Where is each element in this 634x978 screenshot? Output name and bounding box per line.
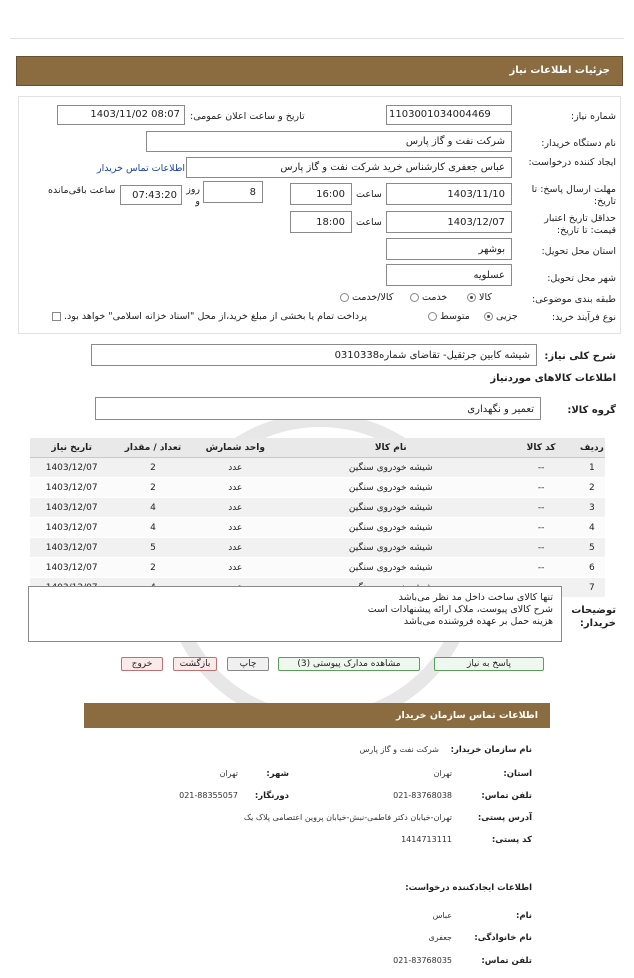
province-value: بوشهر [478,244,505,255]
items-table-header [30,438,605,458]
buyer-note-line: هزینه حمل بر عهده فروشنده می‌باشد [403,616,553,627]
need-number-value: 1103001034004469 [389,109,491,120]
treasury-note: پرداخت تمام یا بخشی از مبلغ خرید،از محل "اسناد خزانه اسلامی" خواهد بود. [64,311,367,322]
top-divider [10,38,624,39]
contact-address-label: آدرس پستی: [477,813,532,823]
contact-province-label: استان: [503,769,532,779]
contact-address-value: تهران-خیابان دکتر فاطمی-نبش-خیابان پروین اعتصامی پلاک یک [243,813,452,822]
details-header-title: جزئیات اطلاعات نیاز [509,65,610,76]
send-deadline-time-label: ساعت [356,189,382,200]
creator-label: ایجاد کننده درخواست: [528,157,616,168]
col-name-header: نام کالا [278,438,504,458]
contact-header [84,703,550,728]
radio-icon [428,312,437,321]
buyer-org-label: نام دستگاه خریدار: [541,138,616,149]
send-deadline-time: 16:00 [316,189,345,200]
category-label: طبقه بندی موضوعی: [531,294,616,305]
price-validity-time-field [290,211,352,233]
province-field [386,238,512,260]
contact-phone-label: تلفن تماس: [481,791,532,801]
contact-fax-value: 021-88355057 [179,791,238,800]
contact-fax-label: دورنگار: [254,791,289,801]
announce-datetime-label: تاریخ و ساعت اعلان عمومی: [190,111,305,122]
print-button[interactable]: چاپ [227,657,269,671]
contact-header-title: اطلاعات تماس سازمان خریدار [395,710,538,721]
price-validity-date: 1403/12/07 [447,217,505,228]
radio-icon [410,293,419,302]
province-label: استان محل تحویل: [541,246,616,257]
time-remaining-value: 07:43:20 [132,190,177,201]
contact-city-value: تهران [219,769,238,778]
radio-icon [484,312,493,321]
price-validity-label: حداقل تاریخ اعتبار قیمت: تا تاریخ: [544,213,616,236]
view-attachments-button[interactable]: مشاهده مدارک پیوستی (3) [278,657,420,671]
send-deadline-date: 1403/11/10 [447,189,505,200]
reply-button[interactable]: پاسخ به نیاز [434,657,544,671]
table-row: 1 -- شیشه خودروی سنگین عدد 2 1403/12/07 [30,458,605,478]
purchase-type-radio-minor[interactable]: جزیی [484,311,518,322]
contact-city-label: شهر: [266,769,289,779]
send-deadline-label: مهلت ارسال پاسخ: تا تاریخ: [531,184,616,207]
col-date-header: تاریخ نیاز [30,438,113,458]
creator-last-name-label: نام خانوادگی: [474,933,532,943]
buyer-contact-link[interactable]: اطلاعات تماس خریدار [97,163,186,174]
category-radio-goods[interactable]: کالا [467,292,492,303]
table-row: 3 -- شیشه خودروی سنگین عدد 4 1403/12/07 [30,498,605,518]
price-validity-time-label: ساعت [356,217,382,228]
days-remaining-field [203,181,263,203]
creator-first-name-label: نام: [515,911,532,921]
days-label: روز و [186,184,200,207]
purchase-type-label: نوع فرآیند خرید: [551,312,616,323]
purchase-type-radio-medium[interactable]: متوسط [428,311,470,322]
price-validity-date-field [386,211,512,233]
creator-phone-value: 021-83768035 [393,956,452,965]
category-radio-both[interactable]: کالا/خدمت [340,292,393,303]
treasury-checkbox-row[interactable] [52,311,367,322]
items-table [30,438,605,598]
goods-group-label: گروه کالا: [567,405,616,416]
col-qty-header: تعداد / مقدار [113,438,192,458]
summary-value: شیشه کابین جرثقیل- تقاضای شماره0310338 [334,350,530,361]
org-name-value: شرکت نفت و گاز پارس [359,745,439,754]
radio-icon [467,293,476,302]
city-field [386,264,512,286]
contact-phone-value: 021-83768038 [393,791,452,800]
col-row-header: ردیف [579,438,605,458]
goods-info-title: اطلاعات کالاهای موردنیاز [490,373,616,384]
buyer-org-value: شرکت نفت و گاز پارس [405,136,505,147]
checkbox-icon [52,312,61,321]
send-deadline-date-field [386,183,512,205]
need-number-field [386,105,512,125]
col-code-header: کد کالا [504,438,579,458]
table-row: 7 [30,578,605,598]
buyer-notes-box [28,586,562,642]
summary-field [91,344,537,366]
category-radio-service[interactable]: خدمت [410,292,447,303]
creator-last-name-value: جعفری [428,933,452,942]
details-header [16,56,623,86]
contact-postal-value: 1414713111 [401,835,452,844]
radio-icon [340,293,349,302]
goods-group-value: تعمیر و نگهداری [467,404,534,415]
table-row: 2 -- شیشه خودروی سنگین عدد 2 1403/12/07 [30,478,605,498]
need-number-label: شماره نیاز: [570,111,616,122]
table-row: 4 -- شیشه خودروی سنگین عدد 4 1403/12/07 [30,518,605,538]
col-unit-header: واحد شمارش [193,438,278,458]
creator-phone-label: تلفن تماس: [481,956,532,966]
city-value: عسلویه [473,270,505,281]
table-row: 5 -- شیشه خودروی سنگین عدد 5 1403/12/07 [30,538,605,558]
buyer-note-line: تنها کالای ساخت داخل مد نظر می‌باشد [398,592,553,603]
creator-first-name-value: عباس [432,911,452,920]
announce-datetime-field [57,105,185,125]
summary-label: شرح کلی نیاز: [544,351,616,362]
buyer-notes-label: توضیحات خریدار: [571,605,616,629]
days-remaining-value: 8 [249,187,256,198]
creator-value: عباس جعفری کارشناس خرید شرکت نفت و گاز پارس [280,162,505,173]
creator-field [186,157,512,178]
time-remaining-label: ساعت باقی‌مانده [48,185,116,196]
contact-province-value: تهران [433,769,452,778]
city-label: شهر محل تحویل: [547,273,616,284]
buyer-note-line: شرح کالای پیوست، ملاک ارائه پیشنهادات است [367,604,553,615]
send-deadline-time-field [290,183,352,205]
back-button[interactable]: بازگشت [173,657,217,671]
announce-datetime-value: 1403/11/02 08:07 [90,109,180,120]
org-name-label: نام سازمان خریدار: [450,745,532,755]
price-validity-time: 18:00 [316,217,345,228]
creator-info-title: اطلاعات ایجادکننده درخواست: [405,883,532,893]
table-row: 6 -- شیشه خودروی سنگین عدد 2 1403/12/07 [30,558,605,578]
time-remaining-field [120,185,182,205]
exit-button[interactable]: خروج [121,657,163,671]
contact-postal-label: کد پستی: [491,835,532,845]
buyer-org-field [146,131,512,152]
goods-group-field [95,397,541,420]
